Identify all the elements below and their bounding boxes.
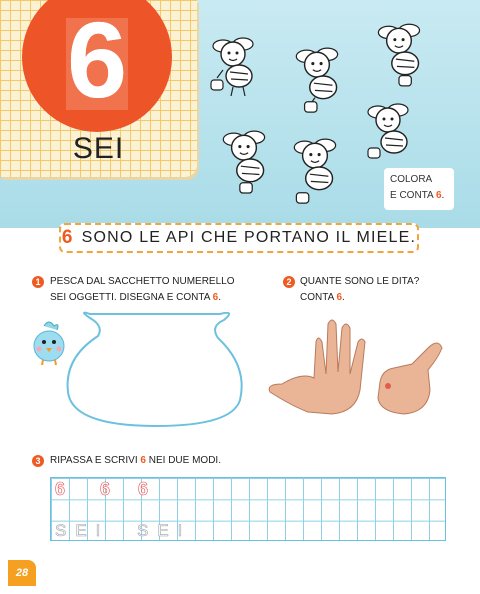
sack-outline[interactable] — [60, 308, 250, 430]
bee-icon — [358, 96, 420, 168]
lesson-title — [59, 223, 419, 253]
colora-instruction — [384, 168, 454, 210]
colora-line2: E CONTA 6. — [390, 190, 445, 201]
exercise-3-badge: 3 — [32, 455, 44, 467]
title-text: SONO LE API CHE PORTANO IL MIELE. — [81, 229, 417, 246]
bee-icon — [203, 30, 265, 102]
exercise-2-line1: QUANTE SONO LE DITA? — [300, 276, 420, 287]
bee-icon — [213, 122, 277, 198]
bee-icon — [284, 128, 348, 208]
trace-word: SEI — [55, 521, 110, 540]
page-number: 28 — [8, 560, 36, 586]
exercise-2-text — [300, 274, 419, 306]
exercise-1-text — [50, 274, 235, 306]
exercise-1-line1: PESCA DAL SACCHETTO NUMERELLO — [50, 276, 235, 287]
trace-digit: 6 — [55, 479, 66, 499]
number-word: SEI — [72, 132, 125, 165]
hands-image — [262, 312, 448, 422]
big-number: 6 — [66, 0, 128, 120]
trace-digit: 6 — [100, 479, 111, 499]
colora-line1: COLORA — [390, 174, 433, 185]
tracing-grid[interactable] — [50, 477, 446, 541]
hand-five-fingers — [269, 320, 365, 414]
exercise-2-badge: 2 — [283, 276, 295, 288]
title-number: 6 — [61, 227, 74, 248]
exercise-1-line2: SEI OGGETTI. DISEGNA E CONTA 6. — [50, 292, 221, 303]
hand-thumb — [378, 343, 442, 414]
trace-digit: 6 — [138, 479, 149, 499]
bee-icon — [368, 16, 432, 90]
bee-icon — [286, 38, 350, 116]
trace-word: SEI — [137, 521, 192, 540]
exercise-2-line2: CONTA 6. — [300, 292, 345, 303]
exercise-3-text: RIPASSA E SCRIVI 6 NEI DUE MODI. — [50, 455, 221, 466]
number-card — [0, 0, 197, 177]
exercise-1-badge: 1 — [32, 276, 44, 288]
